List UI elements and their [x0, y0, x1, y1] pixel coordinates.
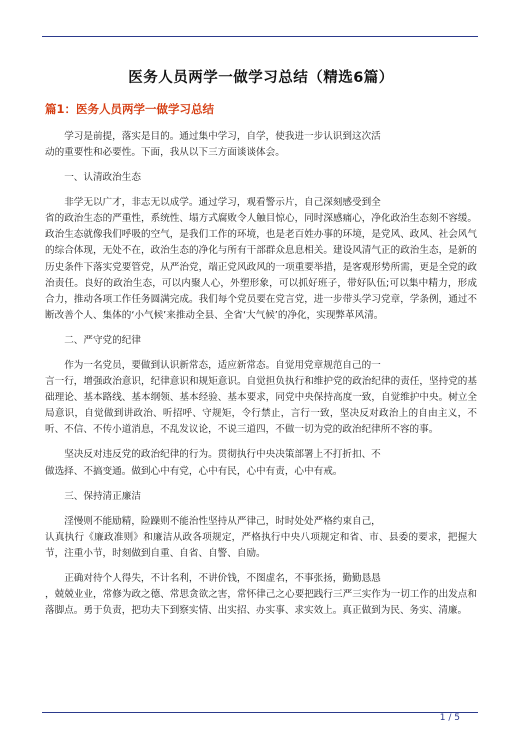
paragraph-political-ecology: [45, 195, 477, 324]
paragraph-party-discipline-line1: 作为一名党员，要做到认识新常态，适应新常态。自觉用党章规范自己的一: [64, 359, 381, 371]
paragraph-political-ecology-body: 省的政治生态的严重性，系统性、塌方式腐败令人触目惊心，同时深感痛心，净化政治生态刻不容缓。政治生态就像我们呼吸的空气，是我们工作的环境，也是老百姓办事的环境，是党风、政风、社会风气的综合体现，无处不在，政治生态的净化与所有干部群众息息相关。建设风清气正的政治生态，是新的历史条件下落实党要管党，从严治党，端正党风政风的一项重要举措，是客观形势所需，更是全党的政治责任。良好的政治生态，可以内聚人心，外塑形象，可以抓好班子，带好队伍;可以集中精力，形成合力，推动各项工作任务圆满完成。我们每个党员要在党言党，进一步带头学习党章，学条例，通过不断改善个人、集体的‘小气候’来推动全县、全省‘大气候’的净化，实现弊革风清。: [45, 213, 477, 321]
paragraph-integrity-line1: 淫慢则不能励精，险躁则不能治性坚持从严律己，时时处处严格约束自己，: [64, 515, 381, 527]
paragraph-party-discipline: [45, 358, 477, 438]
paragraph-oppose-violations-body: 做选择、不搞变通。做到心中有党，心中有民，心中有责，心中有戒。: [45, 465, 343, 477]
document-title: 医务人员两学一做学习总结（精选6篇）: [128, 70, 394, 86]
section-heading-2: 二、严守党的纪律: [64, 334, 141, 346]
paragraph-personal-gains: [45, 571, 477, 619]
paragraph-intro: [45, 129, 477, 161]
paragraph-personal-gains-body: ，兢兢业业，常修为政之德、常思贪欲之害，常怀律己之心要把践行三严三实作为一切工作的出发点和落脚点。勇于负责，把功夫下到察实情、出实招、办实事、求实效上。真正做到为民、务实、清廉。: [45, 588, 477, 617]
paragraph-personal-gains-line1: 正确对待个人得失，不计名利，不讲价钱，不图虚名，不事张扬，勤勤恳恳: [64, 572, 381, 584]
page-number: 1 / 5: [439, 713, 460, 723]
paragraph-oppose-violations-line1: 坚决反对违反党的政治纪律的行为。贯彻执行中央决策部署上不打折扣、不: [64, 449, 381, 461]
paragraph-intro-line2: 动的重要性和必要性。下面，我从以下三方面谈谈体会。: [45, 147, 285, 159]
footer-rule: [42, 712, 478, 713]
section-heading-3: 三、保持清正廉洁: [64, 490, 141, 502]
paragraph-oppose-violations: [45, 447, 477, 479]
paragraph-integrity: [45, 514, 477, 562]
paragraph-party-discipline-body: 言一行，增强政治意识，纪律意识和规矩意识。自觉担负执行和维护党的政治纪律的责任，坚持党的基础理论、基本路线、基本纲领、基本经验、基本要求，同党中央保持高度一致，自觉维护中央。树立全局意识，自觉做到讲政治、听招呼、守规矩，令行禁止，言行一致，坚决反对政治上的自由主义，不听、不信、不传小道消息，不乱发议论，不说三道四，不做一切为党的政治纪律所不容的事。: [45, 376, 477, 436]
document-body: [45, 66, 477, 619]
paragraph-political-ecology-line1: 非学无以广才，非志无以成学。通过学习，观看警示片，自己深刻感受到全: [64, 197, 381, 209]
paragraph-intro-line1: 学习是前提，落实是目的。通过集中学习，自学，使我进一步认识到这次活: [64, 131, 381, 142]
header-rule: [42, 36, 478, 37]
paragraph-integrity-body: 认真执行《廉政准则》和廉洁从政各项规定，严格执行中央八项规定和省、市、县委的要求，把握大节，注重小节，时刻做到自重、自省、自警、自励。: [45, 531, 477, 559]
article-subtitle: 篇1：医务人员两学一做学习总结: [45, 102, 214, 116]
section-heading-1: 一、认清政治生态: [64, 172, 141, 184]
